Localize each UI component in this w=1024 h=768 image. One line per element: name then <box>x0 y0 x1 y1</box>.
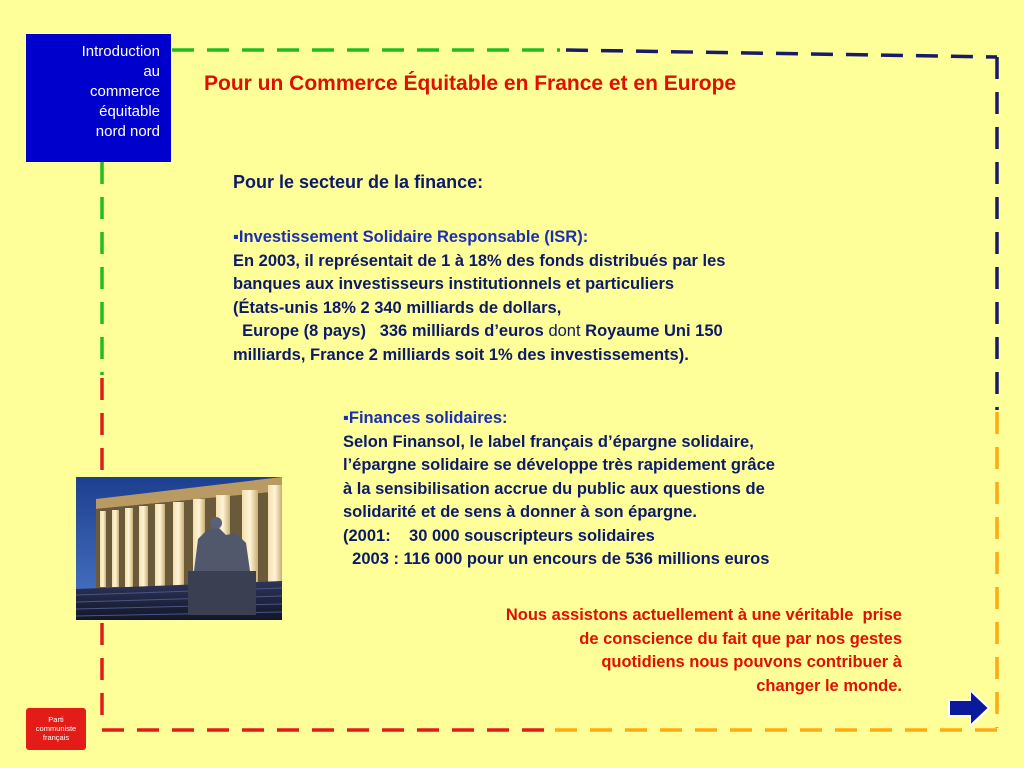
finances-heading: Finances solidaires: <box>348 409 508 427</box>
intro-line: au <box>143 63 160 80</box>
isr-block <box>233 226 973 367</box>
slide-title: Pour un Commerce Équitable en France et en Europe <box>204 72 737 95</box>
finances-line: l’épargne solidaire se développe très rapidement grâce <box>343 456 775 474</box>
isr-line: milliards, France 2 milliards soit 1% des investissements). <box>233 345 689 364</box>
intro-line: Introduction <box>81 43 160 60</box>
finances-line: (2001: 30 000 souscripteurs solidaires <box>343 526 655 545</box>
finances-heading-line <box>343 407 1003 431</box>
intro-title-box <box>26 34 171 162</box>
quote-line: quotidiens nous pouvons contribuer à <box>601 653 902 671</box>
finances-line: 2003 : 116 000 pour un encours de 536 millions euros <box>343 550 770 568</box>
stock-exchange-photo <box>76 477 282 620</box>
finances-line: Selon Finansol, le label français d’épargne solidaire, <box>343 432 754 451</box>
isr-heading: Investissement Solidaire Responsable (ISR): <box>238 228 589 246</box>
section-title: Pour le secteur de la finance: <box>233 172 484 192</box>
bullet-icon: ▪ <box>343 409 349 427</box>
next-arrow-icon[interactable] <box>946 688 991 728</box>
isr-heading-line <box>233 226 973 250</box>
party-logo <box>26 708 86 750</box>
intro-line: commerce <box>89 83 160 100</box>
isr-uk-text: Royaume Uni 150 <box>580 322 723 340</box>
intro-line: équitable <box>99 103 160 120</box>
closing-quote <box>320 604 902 698</box>
isr-line: (États-unis 18% 2 340 milliards de dollars, <box>233 298 562 317</box>
quote-line: de conscience du fait que par nos gestes <box>579 629 902 648</box>
isr-line: En 2003, il représentait de 1 à 18% des fonds distribués par les <box>233 251 726 270</box>
quote-line: changer le monde. <box>756 676 902 695</box>
logo-line: français <box>42 733 70 742</box>
isr-dont-text: dont <box>548 322 581 340</box>
finances-line: à la sensibilisation accrue du public aux questions de <box>343 479 765 498</box>
logo-line: communiste <box>35 724 77 733</box>
quote-line: Nous assistons actuellement à une véritable prise <box>505 606 902 624</box>
intro-line: nord nord <box>95 123 160 140</box>
finances-block <box>343 407 1003 572</box>
isr-line: banques aux investisseurs institutionnels et particuliers <box>233 275 675 293</box>
finances-line: solidarité et de sens à donner à son épargne. <box>343 503 697 521</box>
isr-europe-text: Europe (8 pays) 336 milliards d’euros <box>233 322 549 340</box>
logo-line: Parti <box>48 715 64 724</box>
bullet-icon: ▪ <box>233 228 239 246</box>
isr-line <box>233 320 973 344</box>
